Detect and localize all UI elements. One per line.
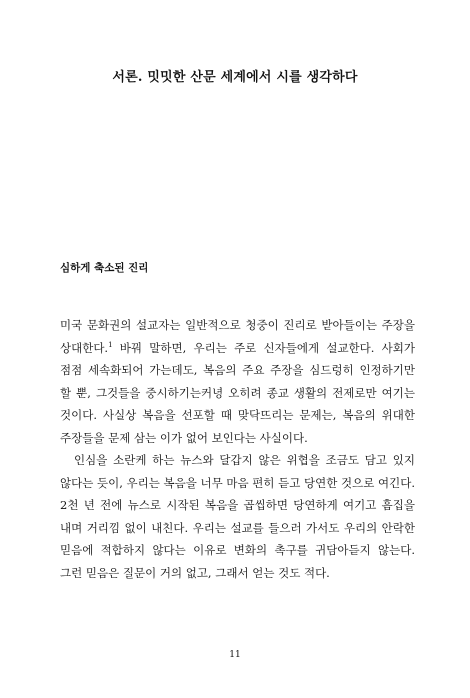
paragraph-1 <box>60 314 415 449</box>
section-heading: 심하게 축소된 진리 <box>60 262 149 274</box>
footnote-marker: 1 <box>108 340 113 349</box>
paragraph-1-text-continued: 바꿔 말하면, 우리는 주로 신자들에게 설교한다. 사회가 점점 세속화되어 가는데도, 복음의 주요 주장을 심드렁히 인정하기만 할 뿐, 그것들을 중시하기는커녕 오히려 종교 생활의 전제로만 여기는 것이다. 사실상 복음을 선포할 때 맞닥뜨리는 문제는, 복음의 위대한 주장들을 문제 삼는 이가 없어 보인다는 사실이다. <box>60 340 415 445</box>
paragraph-1-text: 미국 문화권의 설교자는 일반적으로 청중이 진리로 받아들이는 주장을 상대한다. <box>60 318 415 355</box>
body-text <box>60 314 415 584</box>
chapter-title: 서론. 밋밋한 산문 세계에서 시를 생각하다 <box>112 70 358 85</box>
page-number: 11 <box>229 650 241 660</box>
paragraph-2: 인심을 소란케 하는 뉴스와 달갑지 않은 위협을 조금도 담고 있지 않다는 듯이, 우리는 복음을 너무 마음 편히 듣고 당연한 것으로 여긴다. 2천 년 전에 뉴스로 시작된 복음을 곱씹하면 당연하게 여기고 흠집을 내며 거리낌 없이 내친다. 우리는 설교를 들으러 가서도 우리의 안락한 믿음에 적합하지 않다는 이유로 변화의 촉구를 귀담아듣지 않는다. 그런 믿음은 질문이 거의 없고, 그래서 얻는 것도 적다. <box>60 453 415 580</box>
